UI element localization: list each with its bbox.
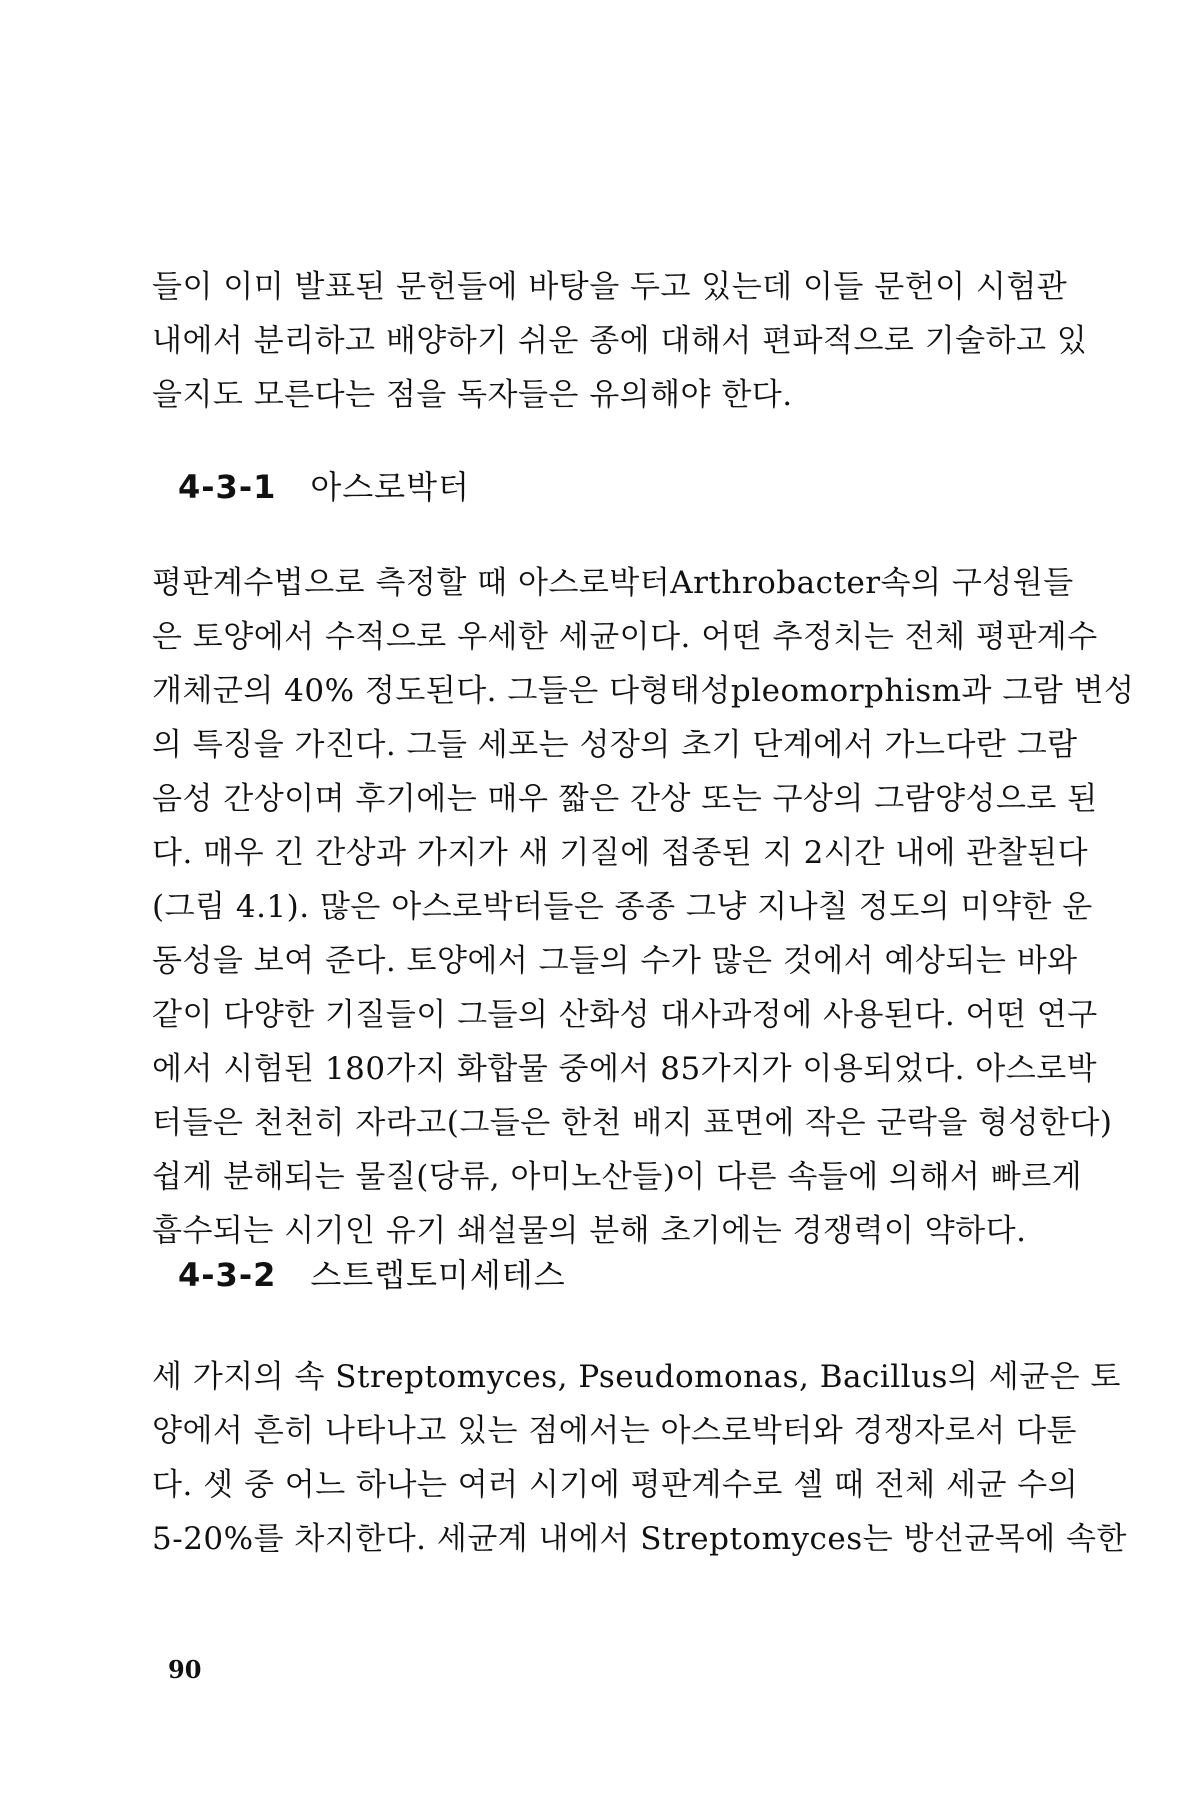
text-line: 쉽게 분해되는 물질(당류, 아미노산들)이 다른 속들에 의해서 빠르게 <box>152 1159 1083 1195</box>
section-number: 4-3-2 <box>178 1256 277 1294</box>
text-line: 양에서 흔히 나타나고 있는 점에서는 아스로박터와 경쟁자로서 다툰 <box>152 1413 1077 1449</box>
text-line: 은 토양에서 수적으로 우세한 세균이다. 어떤 추정치는 전체 평판계수 <box>152 619 1098 655</box>
text-line: 내에서 분리하고 배양하기 쉬운 종에 대해서 편파적으로 기술하고 있 <box>152 323 1088 359</box>
text-line: 개체군의 40% 정도된다. 그들은 다형태성pleomorphism과 그람 변성 <box>152 673 1135 709</box>
text-line: 흡수되는 시기인 유기 쇄설물의 분해 초기에는 경쟁력이 약하다. <box>152 1213 1027 1249</box>
text-line: 의 특징을 가진다. 그들 세포는 성장의 초기 단계에서 가느다란 그람 <box>152 727 1078 763</box>
text-line: 다. 셋 중 어느 하나는 여러 시기에 평판계수로 셀 때 전체 세균 수의 <box>152 1467 1079 1503</box>
section-heading-streptomyces <box>178 1250 566 1296</box>
arthrobacter-paragraph <box>152 556 1135 1258</box>
text-line: 을지도 모른다는 점을 독자들은 유의해야 한다. <box>152 377 793 413</box>
section-number: 4-3-1 <box>178 468 277 506</box>
section-title: 스트렙토미세테스 <box>310 1256 566 1294</box>
text-line: 같이 다양한 기질들이 그들의 산화성 대사과정에 사용된다. 어떤 연구 <box>152 997 1098 1033</box>
text-line: 들이 이미 발표된 문헌들에 바탕을 두고 있는데 이들 문헌이 시험관 <box>152 269 1068 305</box>
text-line: 음성 간상이며 후기에는 매우 짧은 간상 또는 구상의 그람양성으로 된 <box>152 781 1098 817</box>
text-line: 세 가지의 속 Streptomyces, Pseudomonas, Bacillus의 세균은 토 <box>152 1359 1121 1395</box>
streptomyces-paragraph <box>152 1350 1127 1566</box>
text-line: 동성을 보여 준다. 토양에서 그들의 수가 많은 것에서 예상되는 바와 <box>152 943 1078 979</box>
text-line: (그림 4.1). 많은 아스로박터들은 종종 그냥 지나칠 정도의 미약한 운 <box>152 889 1093 925</box>
intro-paragraph <box>152 260 1088 422</box>
section-title: 아스로박터 <box>310 468 470 506</box>
text-line: 평판계수법으로 측정할 때 아스로박터Arthrobacter속의 구성원들 <box>152 565 1074 601</box>
section-heading-arthrobacter <box>178 462 470 508</box>
text-line: 5-20%를 차지한다. 세균계 내에서 Streptomyces는 방선균목에 속한 <box>152 1521 1127 1557</box>
text-line: 에서 시험된 180가지 화합물 중에서 85가지가 이용되었다. 아스로박 <box>152 1051 1098 1087</box>
page-number: 90 <box>168 1655 202 1684</box>
text-line: 다. 매우 긴 간상과 가지가 새 기질에 접종된 지 2시간 내에 관찰된다 <box>152 835 1089 871</box>
text-line: 터들은 천천히 자라고(그들은 한천 배지 표면에 작은 군락을 형성한다) <box>152 1105 1113 1141</box>
